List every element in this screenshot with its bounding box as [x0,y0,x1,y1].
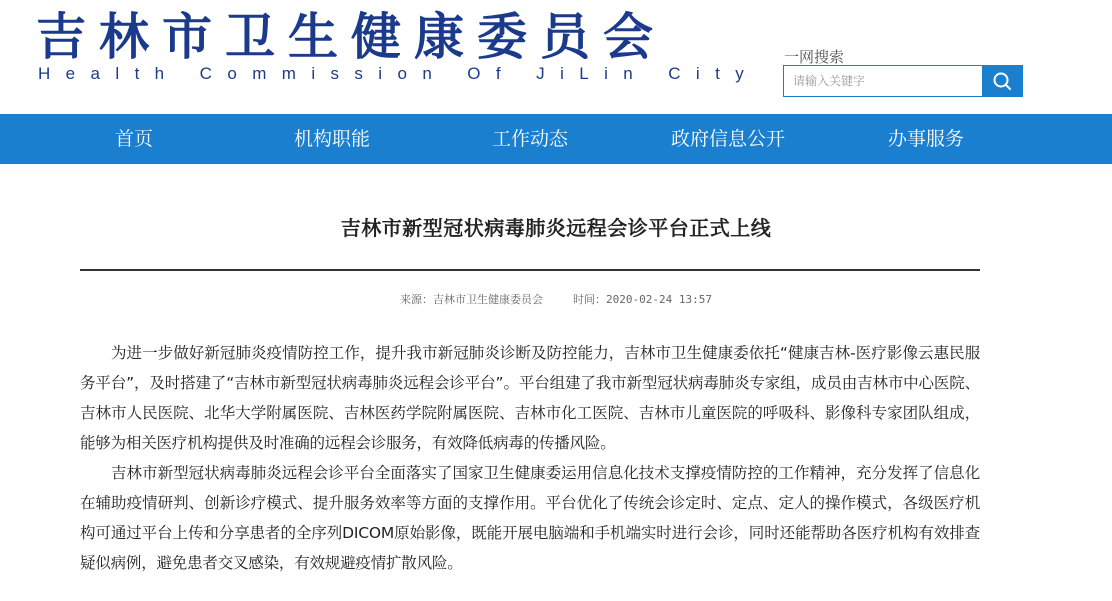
article-title: 吉林市新型冠状病毒肺炎远程会诊平台正式上线 [340,216,772,240]
time-value: 2020-02-24 13:57 [606,293,712,306]
article-meta [0,291,1112,307]
search-input[interactable] [784,66,982,96]
article-paragraph: 吉林市新型冠状病毒肺炎远程会诊平台全面落实了国家卫生健康委运用信息化技术支撑疫情防控的工作精神，充分发挥了信息化在辅助疫情研判、创新诊疗模式、提升服务效率等方面的支撑作用。平台优化了传统会诊定时、定点、定人的操作模式，各级医疗机构可通过平台上传和分享患者的全序列DICOM原始影像，既能开展电脑端和手机端实时进行会诊，同时还能帮助各医疗机构有效排查疑似病例，避免患者交叉感染，有效规避疫情扩散风险。 [80,464,980,572]
site-header [0,0,1112,114]
source-label: 来源： [400,293,434,306]
search-button[interactable] [982,66,1022,96]
nav-item-news[interactable]: 工作动态 [491,128,569,150]
nav-item-gov-info[interactable]: 政府信息公开 [670,128,786,150]
nav-item-home[interactable]: 首页 [114,128,154,150]
nav-item-services[interactable]: 办事服务 [887,128,965,150]
nav-item-functions[interactable]: 机构职能 [293,128,371,150]
article-paragraph: 为进一步做好新冠肺炎疫情防控工作，提升我市新冠肺炎诊断及防控能力，吉林市卫生健康委依托“健康吉林-医疗影像云惠民服务平台”，及时搭建了“吉林市新型冠状病毒肺炎远程会诊平台”。平台组建了我市新型冠状病毒肺炎专家组，成员由吉林市中心医院、吉林市人民医院、北华大学附属医院、吉林医药学院附属医院、吉林市化工医院、吉林市儿童医院的呼吸科、影像科专家团队组成，能够为相关医疗机构提供及时准确的远程会诊服务，有效降低病毒的传播风险。 [80,344,980,452]
site-logo-english[interactable]: Health Commission Of JiLin City [38,64,760,83]
search-box [783,65,1023,97]
time-label: 时间： [573,293,607,306]
search-icon [992,71,1012,91]
article-content [80,338,980,578]
title-divider [80,269,980,271]
main-nav [0,114,1112,164]
source-value: 吉林市卫生健康委员会 [433,293,544,306]
site-logo-chinese[interactable]: 吉林市卫生健康委员会 [36,7,666,66]
search-title: 一网搜索 [784,48,845,66]
